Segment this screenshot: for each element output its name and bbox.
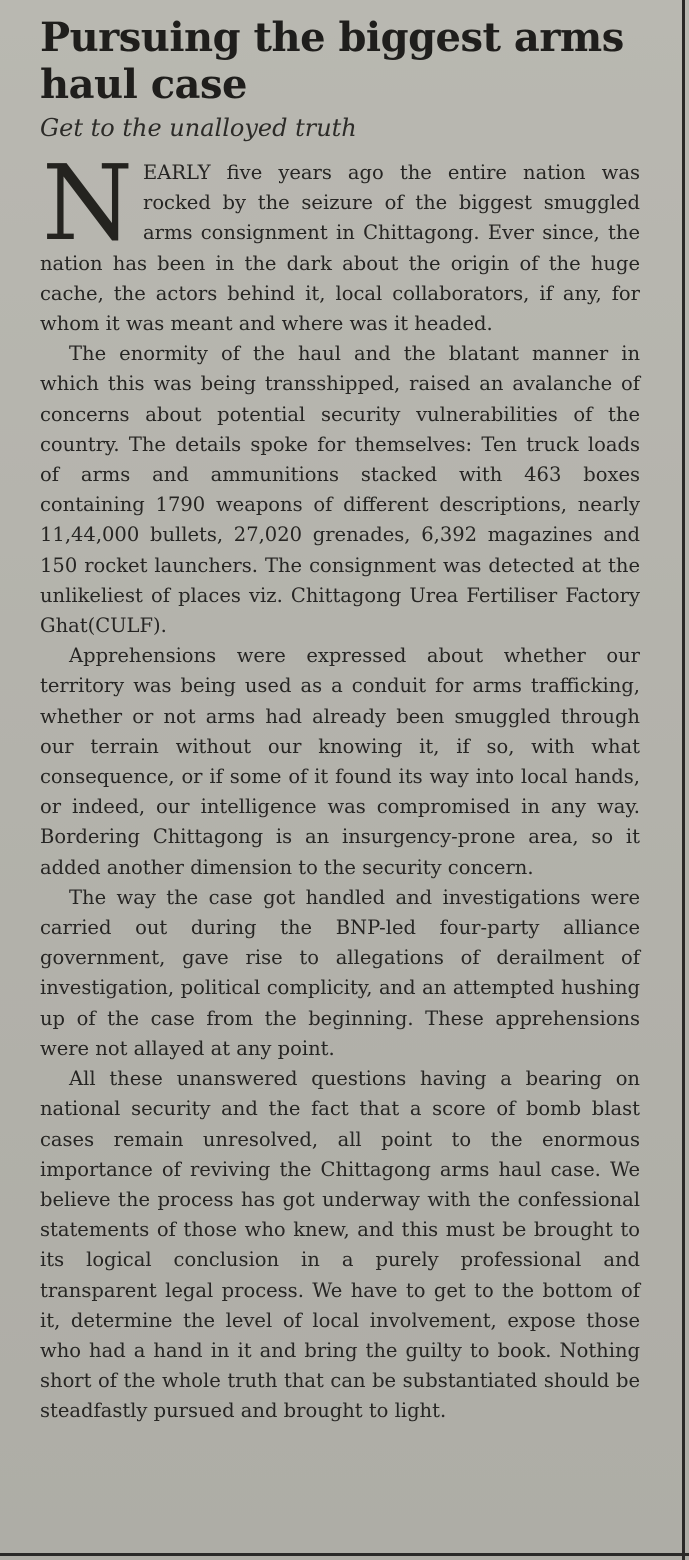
paragraph-1-text: EARLY five years ago the entire nation was rocked by the seizure of the biggest smuggled arms consignment in Chittagong. Ever since, the nation has been in the dark about the origin of the huge cache, the actors behind it, local collaborators, if any, for whom it was meant and where was it headed. [40,161,640,336]
paragraph-5: All these unanswered questions having a bearing on national security and the fact that a score of bomb blast cases remain unresolved, all point to the enormous importance of reviving the Chittagong arms haul case. We believe the process has got underway with the confessional statements of those who knew, and this must be brought to its logical conclusion in a purely professional and transparent legal process. We have to get to the bottom of it, determine the level of local involvement, expose those who had a hand in it and bring the guilty to book. Nothing short of the whole truth that can be substantiated should be steadfastly pursued and brought to light. [40,1067,640,1423]
subheadline: Get to the unalloyed truth [40,114,357,142]
paragraph-4: The way the case got handled and investigations were carried out during the BNP-led four-party alliance government, gave rise to allegations of derailment of investigation, political complicity, and an attempted hushing up of the case from the beginning. These apprehensions were not allayed at any point. [40,885,640,1060]
column-rule-right [682,0,685,1560]
headline: Pursuing the biggest arms haul case [40,14,624,108]
article-body [40,142,640,1427]
paragraph-2: The enormity of the haul and the blatant manner in which this was being transshipped, raised an avalanche of concerns about potential security vulnerabilities of the country. The details spoke for themselves: Ten truck loads of arms and ammunitions stacked with 463 boxes containing 1790 weapons of different descriptions, nearly 11,44,000 bullets, 27,020 grenades, 6,392 magazines and 150 rocket launchers. The consignment was detected at the unlikeliest of places viz. Chittagong Urea Fertiliser Factory Ghat(CULF). [40,342,640,638]
editorial-article [40,14,640,1427]
drop-cap: N [42,142,133,264]
paragraph-3: Apprehensions were expressed about whether our territory was being used as a conduit for arms trafficking, whether or not arms had already been smuggled through our terrain without our knowing it, if so, with what consequence, or if some of it found its way into local hands, or indeed, our intelligence was compromised in any way. Bordering Chittagong is an insurgency-prone area, so it added another dimension to the security concern. [40,644,640,879]
column-rule-bottom [0,1553,689,1556]
paragraph-1 [40,142,640,339]
